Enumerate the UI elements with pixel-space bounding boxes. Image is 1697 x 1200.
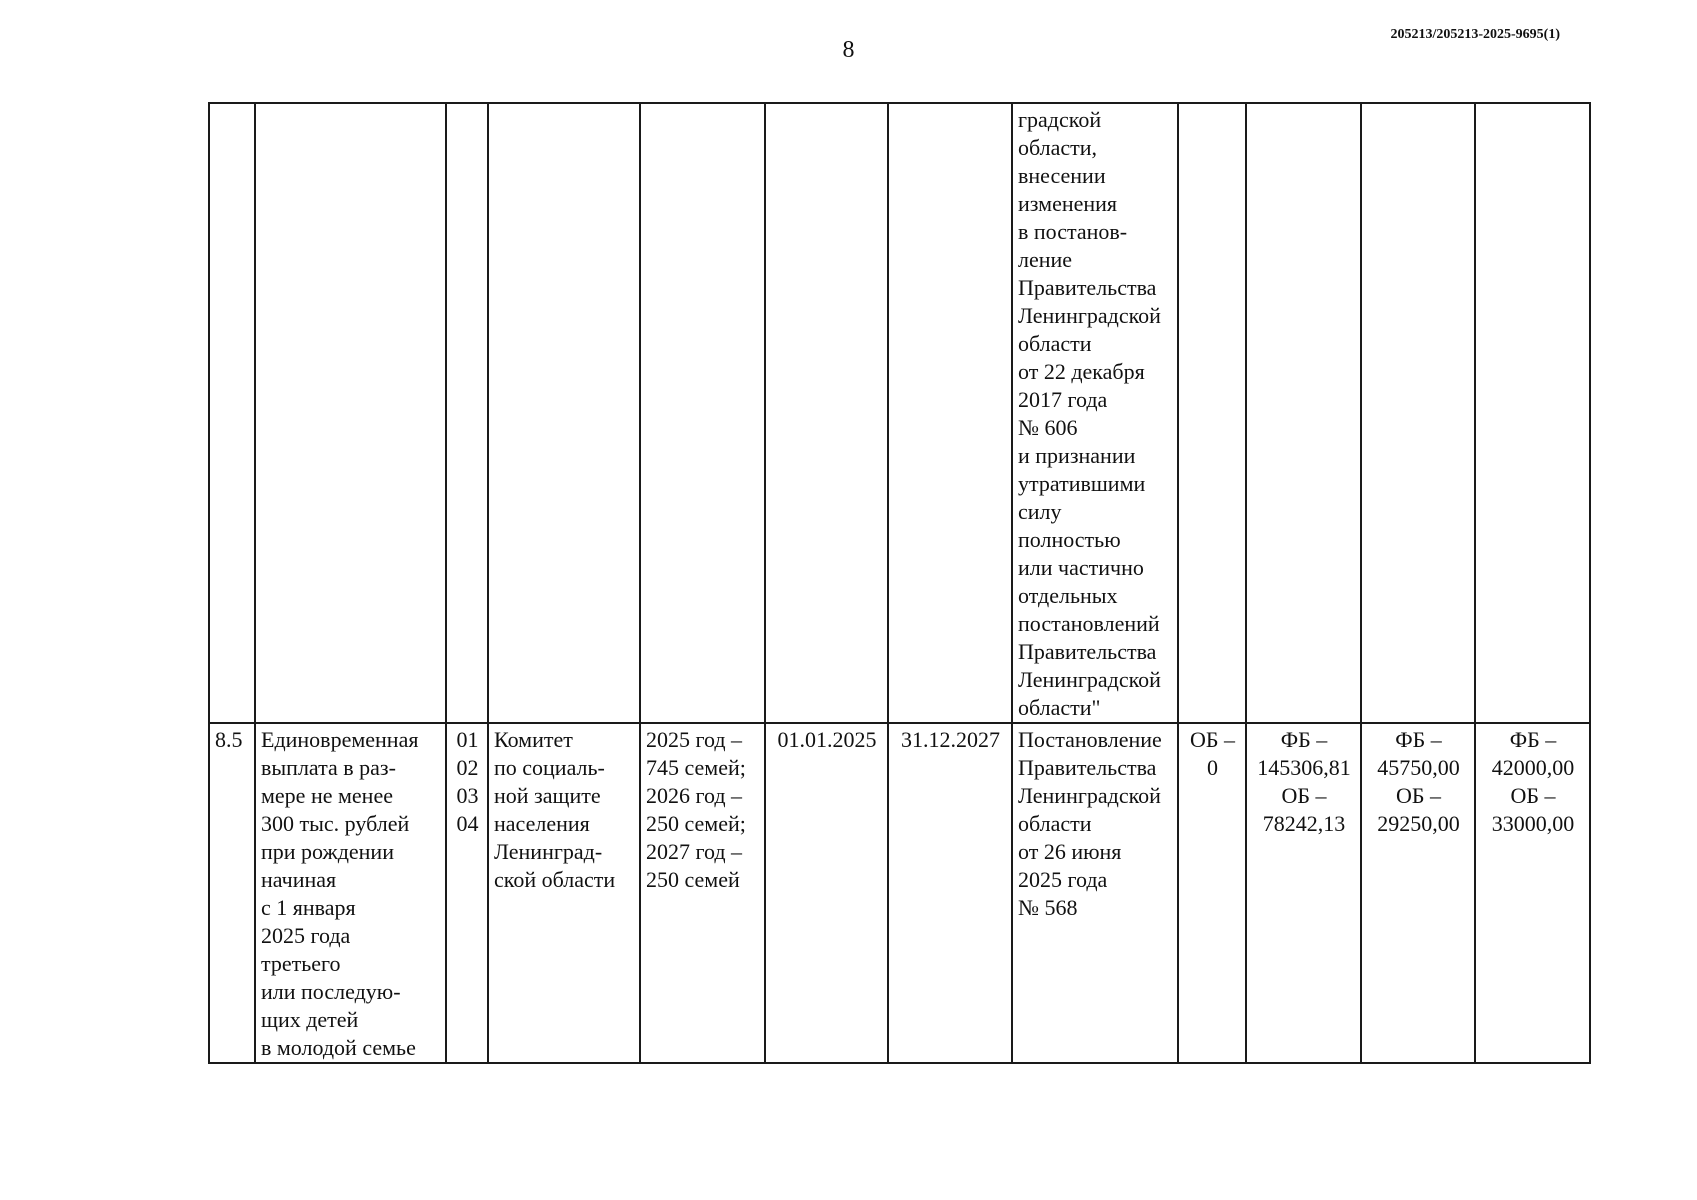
cell-executor: Комитет по социаль- ной защите населения Ленинград- ской области	[488, 723, 640, 1063]
table-row-8-5	[209, 723, 1590, 1063]
cell-start-date: 01.01.2025	[765, 723, 888, 1063]
cell-empty	[209, 103, 255, 723]
cell-empty	[640, 103, 765, 723]
cell-end-date: 31.12.2027	[888, 723, 1012, 1063]
table-row-continuation	[209, 103, 1590, 723]
cell-measure-name: Единовременная выплата в раз- мере не менее 300 тыс. рублей при рождении начиная с 1 января 2025 года третьего или последую- щих детей в молодой семье	[255, 723, 446, 1063]
cell-funding-ob: ОБ – 0	[1178, 723, 1246, 1063]
cell-funding-2025: ФБ – 145306,81 ОБ – 78242,13	[1246, 723, 1361, 1063]
cell-codes: 01 02 03 04	[446, 723, 488, 1063]
cell-empty	[446, 103, 488, 723]
document-id: 205213/205213-2025-9695(1)	[1390, 27, 1560, 42]
cell-empty	[1246, 103, 1361, 723]
cell-empty	[1475, 103, 1590, 723]
cell-legal-act: Постановление Правительства Ленинградской области от 26 июня 2025 года № 568	[1012, 723, 1178, 1063]
cell-funding-2027: ФБ – 42000,00 ОБ – 33000,00	[1475, 723, 1590, 1063]
cell-empty	[765, 103, 888, 723]
cell-funding-2026: ФБ – 45750,00 ОБ – 29250,00	[1361, 723, 1475, 1063]
cell-empty	[888, 103, 1012, 723]
cell-indicator: 2025 год – 745 семей; 2026 год – 250 семей; 2027 год – 250 семей	[640, 723, 765, 1063]
page-number: 8	[842, 37, 855, 63]
cell-number: 8.5	[209, 723, 255, 1063]
cell-empty	[1361, 103, 1475, 723]
cell-empty	[1178, 103, 1246, 723]
measures-table	[208, 102, 1591, 1064]
cell-empty	[255, 103, 446, 723]
cell-empty	[488, 103, 640, 723]
cell-legal-act-continuation: градской области, внесении изменения в постанов- ление Правительства Ленинградской области от 22 декабря 2017 года № 606 и признании утратившими силу полностью или частично отдельных постановлений Правительства Ленинградской области"	[1012, 103, 1178, 723]
